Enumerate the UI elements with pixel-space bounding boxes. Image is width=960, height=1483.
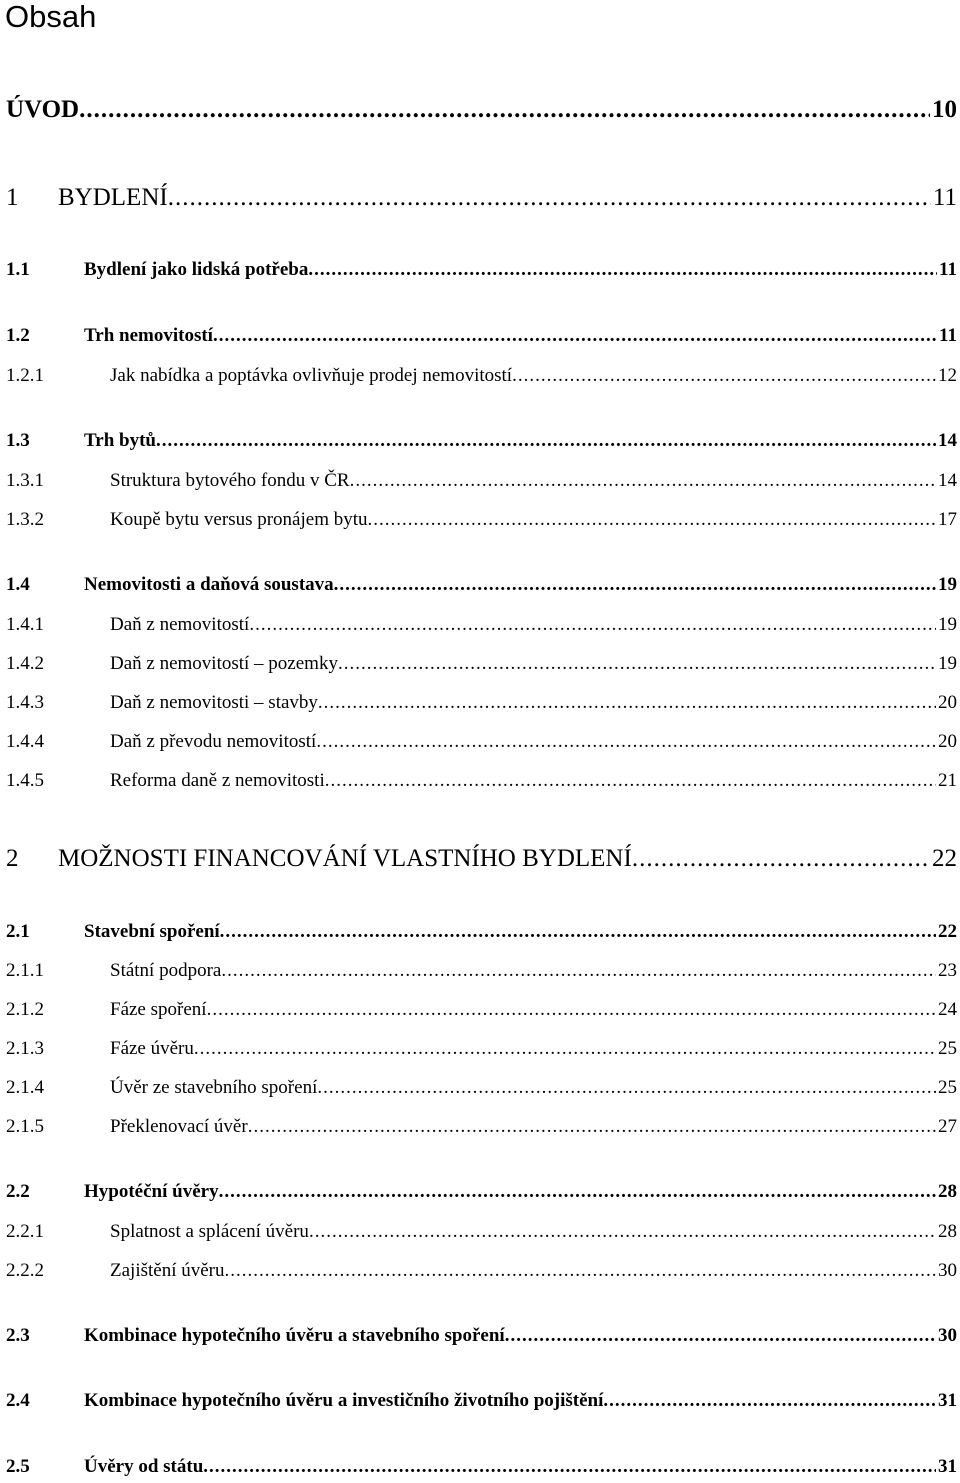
toc-entry-number: 1.2 [6,325,30,346]
toc-entry[interactable] [6,509,957,531]
toc-entry-number: 2.2.1 [6,1221,44,1242]
toc-entry-title: Daň z nemovitostí [110,614,250,635]
toc-page-number: 11 [939,325,957,346]
toc-entry-title: Reforma daně z nemovitosti [110,770,325,791]
toc-dot-leader [632,845,930,873]
toc-dot-leader [309,1221,936,1243]
toc-entry[interactable] [6,1456,957,1478]
toc-dot-leader [194,1038,936,1060]
toc-entry-title: ÚVOD [6,96,80,123]
toc-dot-leader [317,1077,936,1099]
toc-page-number: 11 [932,184,957,211]
toc-entry-number: 1.1 [6,259,30,280]
toc-entry-number: 2.1.1 [6,960,44,981]
toc-entry-title: Kombinace hypotečního úvěru a investičního životního pojištění [84,1390,604,1411]
toc-entry[interactable] [6,574,957,596]
toc-dot-leader [221,960,936,982]
toc-entry[interactable] [6,692,957,714]
toc-dot-leader [248,1116,936,1138]
toc-entry-number: 2 [6,845,19,872]
toc-page-number: 19 [938,653,957,674]
toc-entry-number: 2.1.4 [6,1077,44,1098]
toc-entry-title: Trh bytů [84,430,156,451]
toc-entry-title: Zajištění úvěru [110,1260,225,1281]
toc-dot-leader [225,1260,937,1282]
toc-entry-number: 2.5 [6,1456,30,1477]
toc-page-number: 21 [938,770,957,791]
toc-dot-leader [219,1181,936,1203]
toc-page-number: 30 [938,1325,957,1346]
toc-entry[interactable] [6,770,957,792]
toc-entry-title: Státní podpora [110,960,222,981]
toc-page-number: 20 [938,731,957,752]
toc-entry-number: 1.4 [6,574,30,595]
toc-entry[interactable] [6,1038,957,1060]
toc-entry[interactable] [6,430,957,452]
toc-entry-number: 1.4.4 [6,731,44,752]
toc-entry[interactable] [6,614,957,636]
toc-entry-number: 1.3.2 [6,509,44,530]
toc-entry-number: 1.4.1 [6,614,44,635]
toc-entry[interactable] [6,1077,957,1099]
toc-page-number: 19 [938,614,957,635]
toc-entry-number: 2.1.2 [6,999,44,1020]
toc-entry[interactable] [6,1390,957,1412]
toc-dot-leader [603,1390,936,1412]
toc-entry-title: Úvěr ze stavebního spoření [110,1077,318,1098]
toc-entry-number: 2.2.2 [6,1260,44,1281]
toc-entry-title: BYDLENÍ [58,184,168,211]
toc-entry-number: 1.4.5 [6,770,44,791]
toc-dot-leader [207,999,936,1021]
toc-dot-leader [325,770,936,792]
toc-entry[interactable] [6,731,957,753]
toc-entry[interactable] [6,325,957,347]
toc-dot-leader [249,614,936,636]
toc-entry-title: Překlenovací úvěr [110,1116,248,1137]
toc-entry[interactable] [6,1221,957,1243]
toc-dot-leader [220,921,936,943]
toc-dot-leader [316,731,936,753]
toc-entry-title: Jak nabídka a poptávka ovlivňuje prodej nemovitostí [110,365,513,386]
toc-page-number: 25 [938,1038,957,1059]
toc-page-number: 20 [938,692,957,713]
toc-entry-title: Kombinace hypotečního úvěru a stavebního spoření [84,1325,505,1346]
toc-page-number: 27 [938,1116,957,1137]
toc-page-number: 14 [938,430,957,451]
toc-entry[interactable] [6,184,957,212]
toc-entry-number: 2.3 [6,1325,30,1346]
toc-dot-leader [318,692,936,714]
toc-entry-number: 2.1.3 [6,1038,44,1059]
toc-entry-title: Trh nemovitostí [84,325,213,346]
toc-dot-leader [338,653,936,675]
toc-entry[interactable] [6,96,957,124]
toc-entry[interactable] [6,1325,957,1347]
toc-entry[interactable] [6,259,957,281]
toc-page-number: 12 [938,365,957,386]
toc-entry-number: 2.2 [6,1181,30,1202]
toc-dot-leader [168,184,931,212]
toc-entry-number: 1.4.3 [6,692,44,713]
toc-entry-number: 1.3 [6,430,30,451]
toc-entry[interactable] [6,960,957,982]
toc-page-number: 22 [938,921,957,942]
toc-entry[interactable] [6,845,957,873]
toc-entry[interactable] [6,365,957,387]
toc-entry[interactable] [6,470,957,492]
toc-entry[interactable] [6,999,957,1021]
toc-entry-title: Koupě bytu versus pronájem bytu [110,509,368,530]
toc-entry[interactable] [6,921,957,943]
toc-page-number: 24 [938,999,957,1020]
toc-entry-title: Úvěry od státu [84,1456,204,1477]
toc-entry-title: Fáze spoření [110,999,207,1020]
toc-dot-leader [505,1325,936,1347]
toc-entry-number: 1.3.1 [6,470,44,491]
toc-entry-number: 1.2.1 [6,365,44,386]
toc-entry[interactable] [6,1181,957,1203]
toc-page-number: 11 [939,259,957,280]
toc-page-number: 28 [938,1181,957,1202]
toc-page-number: 30 [938,1260,957,1281]
toc-page-number: 19 [938,574,957,595]
toc-entry-title: Fáze úvěru [110,1038,194,1059]
toc-entry-title: MOŽNOSTI FINANCOVÁNÍ VLASTNÍHO BYDLENÍ [58,845,632,872]
toc-page-number: 10 [932,96,957,123]
toc-dot-leader [350,470,936,492]
toc-page-number: 25 [938,1077,957,1098]
toc-entry[interactable] [6,1116,957,1138]
toc-entry-title: Stavební spoření [84,921,220,942]
toc-dot-leader [334,574,936,596]
toc-entry-number: 2.4 [6,1390,30,1411]
toc-entry-title: Daň z nemovitosti – stavby [110,692,318,713]
toc-entry-number: 2.1.5 [6,1116,44,1137]
toc-entry-title: Bydlení jako lidská potřeba [84,259,309,280]
toc-entry-title: Struktura bytového fondu v ČR [110,470,350,491]
toc-entry-title: Daň z převodu nemovitostí [110,731,317,752]
toc-dot-leader [79,96,930,124]
toc-entry-number: 1 [6,184,19,211]
toc-entry-number: 2.1 [6,921,30,942]
toc-page-number: 31 [938,1456,957,1477]
toc-dot-leader [368,509,936,531]
toc-entry[interactable] [6,1260,957,1282]
toc-dot-leader [203,1456,936,1478]
toc-page-number: 28 [938,1221,957,1242]
toc-dot-leader [512,365,936,387]
toc-entry-title: Nemovitosti a daňová soustava [84,574,334,595]
toc-dot-leader [213,325,937,347]
toc-entry-title: Hypotéční úvěry [84,1181,219,1202]
toc-page-number: 17 [938,509,957,530]
toc-dot-leader [308,259,937,281]
toc-page-number: 31 [938,1390,957,1411]
toc-dot-leader [156,430,936,452]
page-title: Obsah [5,0,97,34]
toc-entry[interactable] [6,653,957,675]
toc-entry-title: Daň z nemovitostí – pozemky [110,653,338,674]
toc-page-number: 22 [932,845,957,872]
toc-entry-title: Splatnost a splácení úvěru [110,1221,309,1242]
toc-page-number: 14 [938,470,957,491]
toc-entry-number: 1.4.2 [6,653,44,674]
toc-page-number: 23 [938,960,957,981]
